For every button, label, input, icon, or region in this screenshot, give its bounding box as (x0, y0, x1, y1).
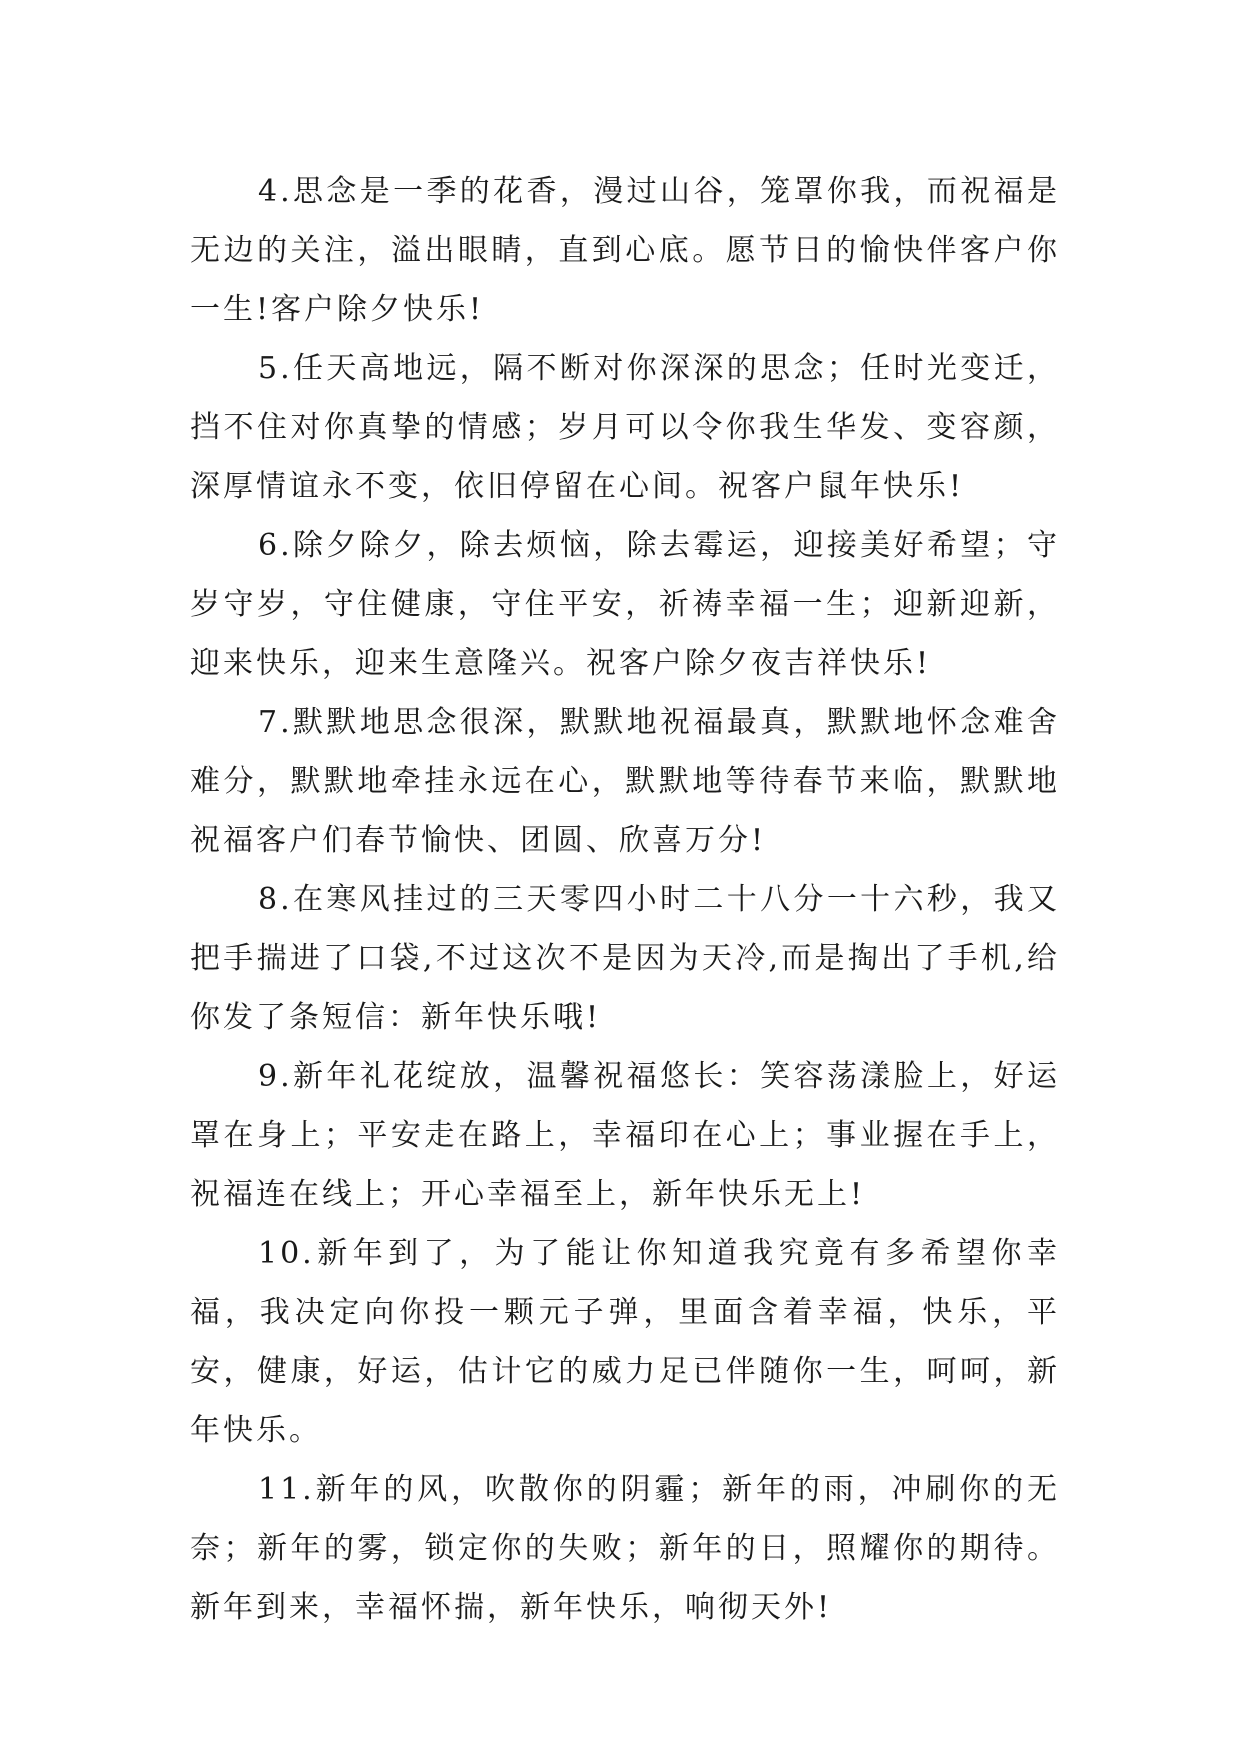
paragraph-7: 7.默默地思念很深，默默地祝福最真，默默地怀念难舍难分，默默地牵挂永远在心，默默地等待春节来临，默默地祝福客户们春节愉快、团圆、欣喜万分! (190, 705, 1060, 858)
paragraph-10: 10.新年到了，为了能让你知道我究竟有多希望你幸福，我决定向你投一颗元子弹，里面含着幸福，快乐，平安，健康，好运，估计它的威力足已伴随你一生，呵呵，新年快乐。 (190, 1236, 1060, 1448)
paragraph-8: 8.在寒风挂过的三天零四小时二十八分一十六秒，我又把手揣进了口袋,不过这次不是因为天冷,而是掏出了手机,给你发了条短信：新年快乐哦! (190, 882, 1060, 1035)
document-body (190, 162, 1060, 1637)
paragraph-6: 6.除夕除夕，除去烦恼，除去霉运，迎接美好希望；守岁守岁，守住健康，守住平安，祈祷幸福一生；迎新迎新，迎来快乐，迎来生意隆兴。祝客户除夕夜吉祥快乐! (190, 528, 1060, 681)
paragraph-11: 11.新年的风，吹散你的阴霾；新年的雨，冲刷你的无奈；新年的雾，锁定你的失败；新年的日，照耀你的期待。新年到来，幸福怀揣，新年快乐，响彻天外! (190, 1472, 1060, 1625)
paragraph-9: 9.新年礼花绽放，温馨祝福悠长：笑容荡漾脸上，好运罩在身上；平安走在路上，幸福印在心上；事业握在手上，祝福连在线上；开心幸福至上，新年快乐无上! (190, 1059, 1060, 1212)
paragraph-5: 5.任天高地远，隔不断对你深深的思念；任时光变迁，挡不住对你真挚的情感；岁月可以令你我生华发、变容颜，深厚情谊永不变，依旧停留在心间。祝客户鼠年快乐! (190, 351, 1060, 504)
paragraph-4: 4.思念是一季的花香，漫过山谷，笼罩你我，而祝福是无边的关注，溢出眼睛，直到心底。愿节日的愉快伴客户你一生!客户除夕快乐! (190, 174, 1060, 327)
